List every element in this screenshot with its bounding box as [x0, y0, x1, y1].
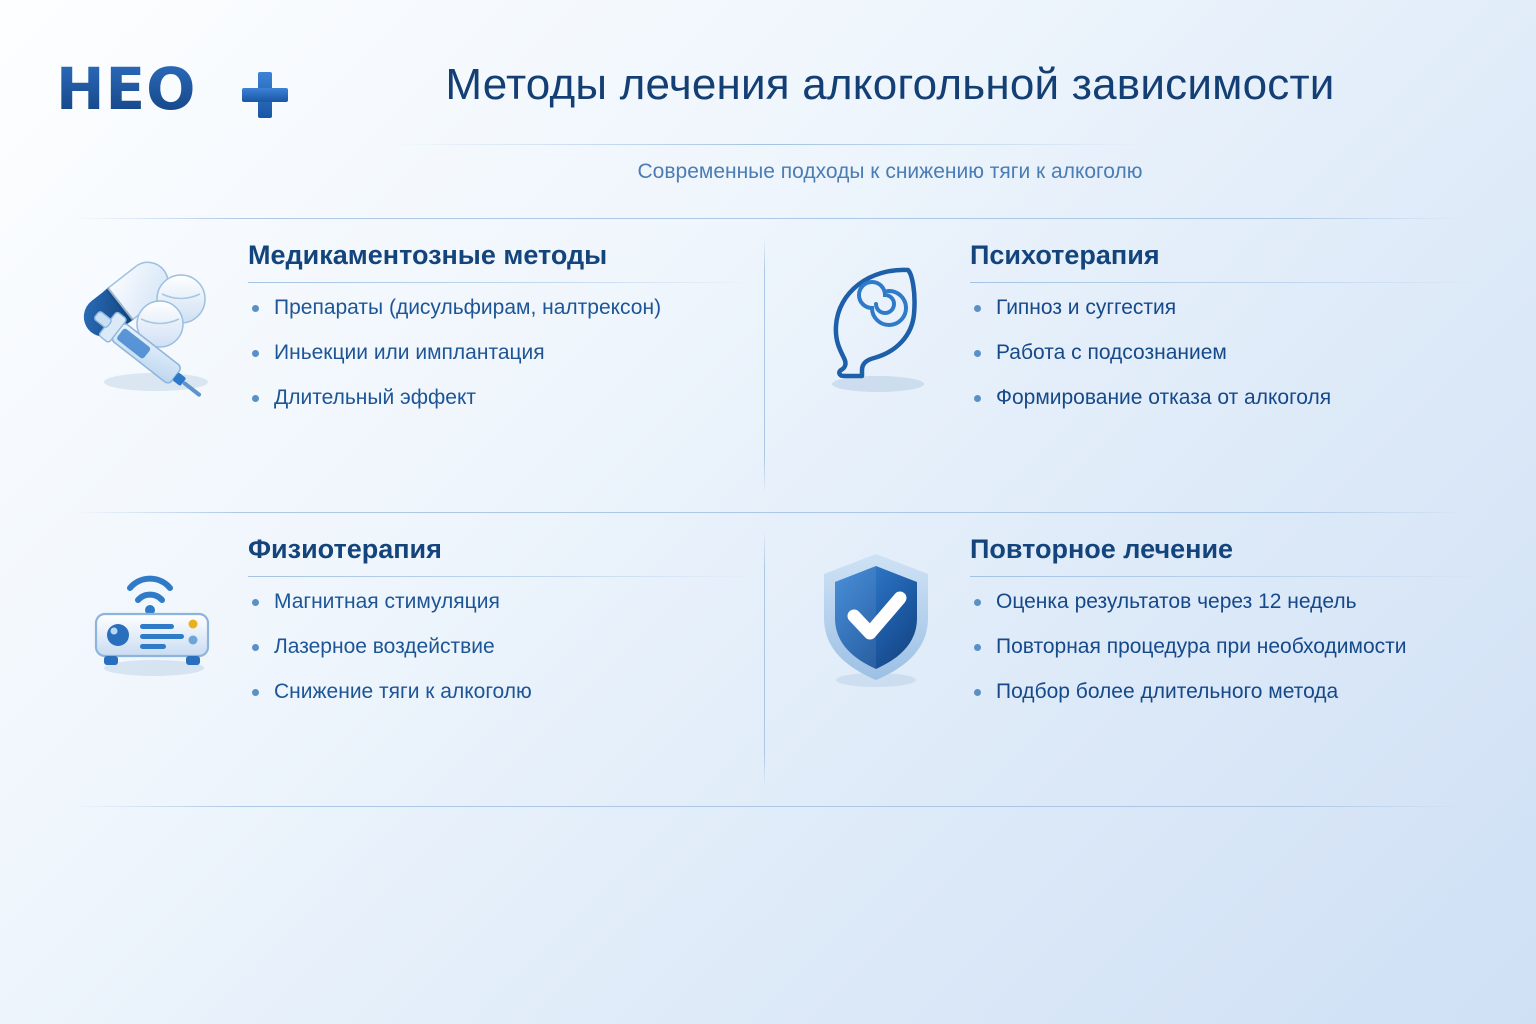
page-title: Методы лечения алкогольной зависимости	[445, 60, 1335, 109]
section-title-divider	[970, 576, 1480, 577]
list-item: Препараты (дисульфирам, налтрексон)	[248, 295, 758, 321]
brand-logo	[56, 54, 296, 126]
list-item: Работа с подсознанием	[970, 340, 1480, 366]
title-divider	[390, 144, 1150, 145]
section-card-physiotherapy	[78, 532, 758, 812]
divider-vertical-top	[764, 236, 765, 494]
list-item: Повторная процедура при необходимости	[970, 634, 1480, 660]
section-bullet-list	[970, 589, 1480, 705]
divider-vertical-bottom	[764, 530, 765, 788]
list-item: Снижение тяги к алкоголю	[248, 679, 758, 705]
section-title-divider	[248, 282, 758, 283]
section-card-repeat-treatment	[800, 532, 1480, 812]
list-item: Формирование отказа от алкоголя	[970, 385, 1480, 411]
section-body	[970, 532, 1480, 724]
section-title-divider	[970, 282, 1480, 283]
list-item: Магнитная стимуляция	[248, 589, 758, 615]
section-title-divider	[248, 576, 758, 577]
list-item: Гипноз и суггестия	[970, 295, 1480, 321]
section-title: Повторное лечение	[970, 534, 1234, 564]
section-body	[970, 238, 1480, 430]
list-item: Лазерное воздействие	[248, 634, 758, 660]
section-bullet-list	[248, 295, 758, 411]
section-body	[248, 532, 758, 724]
section-title: Физиотерапия	[248, 534, 442, 564]
section-bullet-list	[970, 295, 1480, 411]
section-title: Медикаментозные методы	[248, 240, 608, 270]
pills-and-syringe-icon	[78, 246, 238, 406]
section-bullet-list	[248, 589, 758, 705]
list-item: Длительный эффект	[248, 385, 758, 411]
section-body	[248, 238, 758, 430]
head-spiral-icon	[800, 246, 960, 406]
physiotherapy-device-icon	[78, 540, 238, 700]
section-card-psychotherapy	[800, 238, 1480, 518]
list-item: Иньекции или имплантация	[248, 340, 758, 366]
divider-top	[72, 218, 1464, 219]
list-item: Оценка результатов через 12 недель	[970, 589, 1480, 615]
section-card-medication	[78, 238, 758, 518]
shield-check-icon	[800, 540, 960, 700]
page-subtitle: Современные подходы к снижению тяги к алкоголю	[637, 160, 1143, 183]
brand-logo-text: HEO	[56, 55, 197, 123]
section-title: Психотерапия	[970, 240, 1160, 270]
plus-icon	[242, 72, 288, 118]
header	[0, 28, 1536, 183]
list-item: Подбор более длительного метода	[970, 679, 1480, 705]
